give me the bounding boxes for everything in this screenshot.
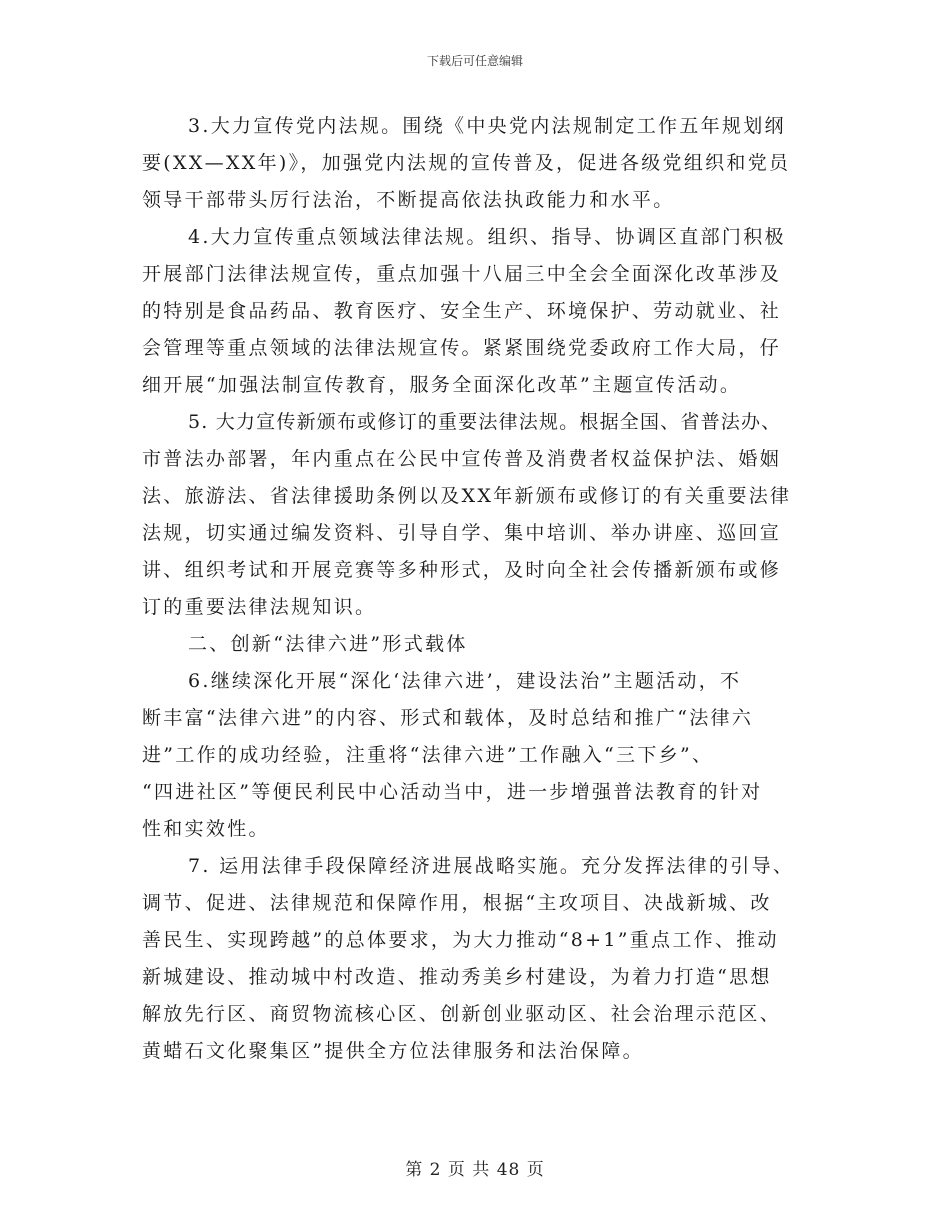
paragraph-line: 3.大力宣传党内法规。围绕《中央党内法规制定工作五年规划纲	[188, 115, 786, 137]
paragraph-4	[142, 219, 822, 404]
paragraph-line: “四进社区”等便民利民中心活动当中，进一步增强普法教育的针对	[142, 781, 763, 803]
page-header: 下载后可任意编辑	[426, 54, 523, 68]
paragraph-line: 市普法办部署，年内重点在公民中宣传普及消费者权益保护法、婚姻	[142, 448, 782, 470]
paragraph-line: 领导干部带头厉行法治，不断提高依法执政能力和水平。	[142, 189, 675, 211]
paragraph-line: 善民生、实现跨越”的总体要求，为大力推动“8+1”重点工作、推动	[142, 929, 779, 951]
paragraph-line: 会管理等重点领域的法律法规宣传。紧紧围绕党委政府工作大局，仔	[142, 337, 782, 359]
paragraph-line: 法规，切实通过编发资料、引导自学、集中培训、举办讲座、巡回宣	[142, 522, 782, 544]
paragraph-line: 5. 大力宣传新颁布或修订的重要法律法规。根据全国、省普法办、	[188, 411, 782, 433]
paragraph-line: 断丰富“法律六进”的内容、形式和载体，及时总结和推广“法律六	[142, 707, 754, 729]
paragraph-line: 性和实效性。	[142, 818, 270, 840]
paragraph-line: 解放先行区、商贸物流核心区、创新创业驱动区、社会治理示范区、	[142, 1003, 782, 1025]
paragraph-line: 订的重要法律法规知识。	[142, 596, 377, 618]
paragraph-line: 开展部门法律法规宣传，重点加强十八届三中全会全面深化改革涉及	[142, 263, 782, 285]
section-title: 二、创新“法律六进”形式载体	[188, 633, 468, 655]
page-number-footer: 第 2 页 共 48 页	[405, 1160, 545, 1180]
paragraph-line: 4.大力宣传重点领域法律法规。组织、指导、协调区直部门积极	[188, 226, 786, 248]
paragraph-line: 7. 运用法律手段保障经济进展战略实施。充分发挥法律的引导、	[188, 855, 795, 877]
paragraph-line: 细开展“加强法制宣传教育，服务全面深化改革”主题宣传活动。	[142, 374, 742, 396]
paragraph-line: 6.继续深化开展“深化‘法律六进’，建设法治”主题活动，不	[188, 670, 742, 692]
paragraph-line: 要(XX—XX年)》，加强党内法规的宣传普及，促进各级党组织和党员	[142, 152, 791, 174]
section-heading	[142, 626, 822, 663]
paragraph-5	[142, 404, 822, 626]
paragraph-line: 进”工作的成功经验，注重将“法律六进”工作融入“三下乡”、	[142, 744, 714, 766]
paragraph-6	[142, 663, 822, 848]
paragraph-line: 黄蜡石文化聚集区”提供全方位法律服务和法治保障。	[142, 1040, 644, 1062]
paragraph-line: 法、旅游法、省法律援助条例以及XX年新颁布或修订的有关重要法律	[142, 485, 792, 507]
paragraph-3	[142, 108, 822, 219]
document-body	[142, 108, 822, 1070]
paragraph-line: 新城建设、推动城中村改造、推动秀美乡村建设，为着力打造“思想	[142, 966, 772, 988]
paragraph-line: 讲、组织考试和开展竞赛等多种形式，及时向全社会传播新颁布或修	[142, 559, 782, 581]
paragraph-line: 调节、促进、法律规范和保障作用，根据“主攻项目、决战新城、改	[142, 892, 772, 914]
paragraph-line: 的特别是食品药品、教育医疗、安全生产、环境保护、劳动就业、社	[142, 300, 782, 322]
paragraph-7	[142, 848, 822, 1070]
